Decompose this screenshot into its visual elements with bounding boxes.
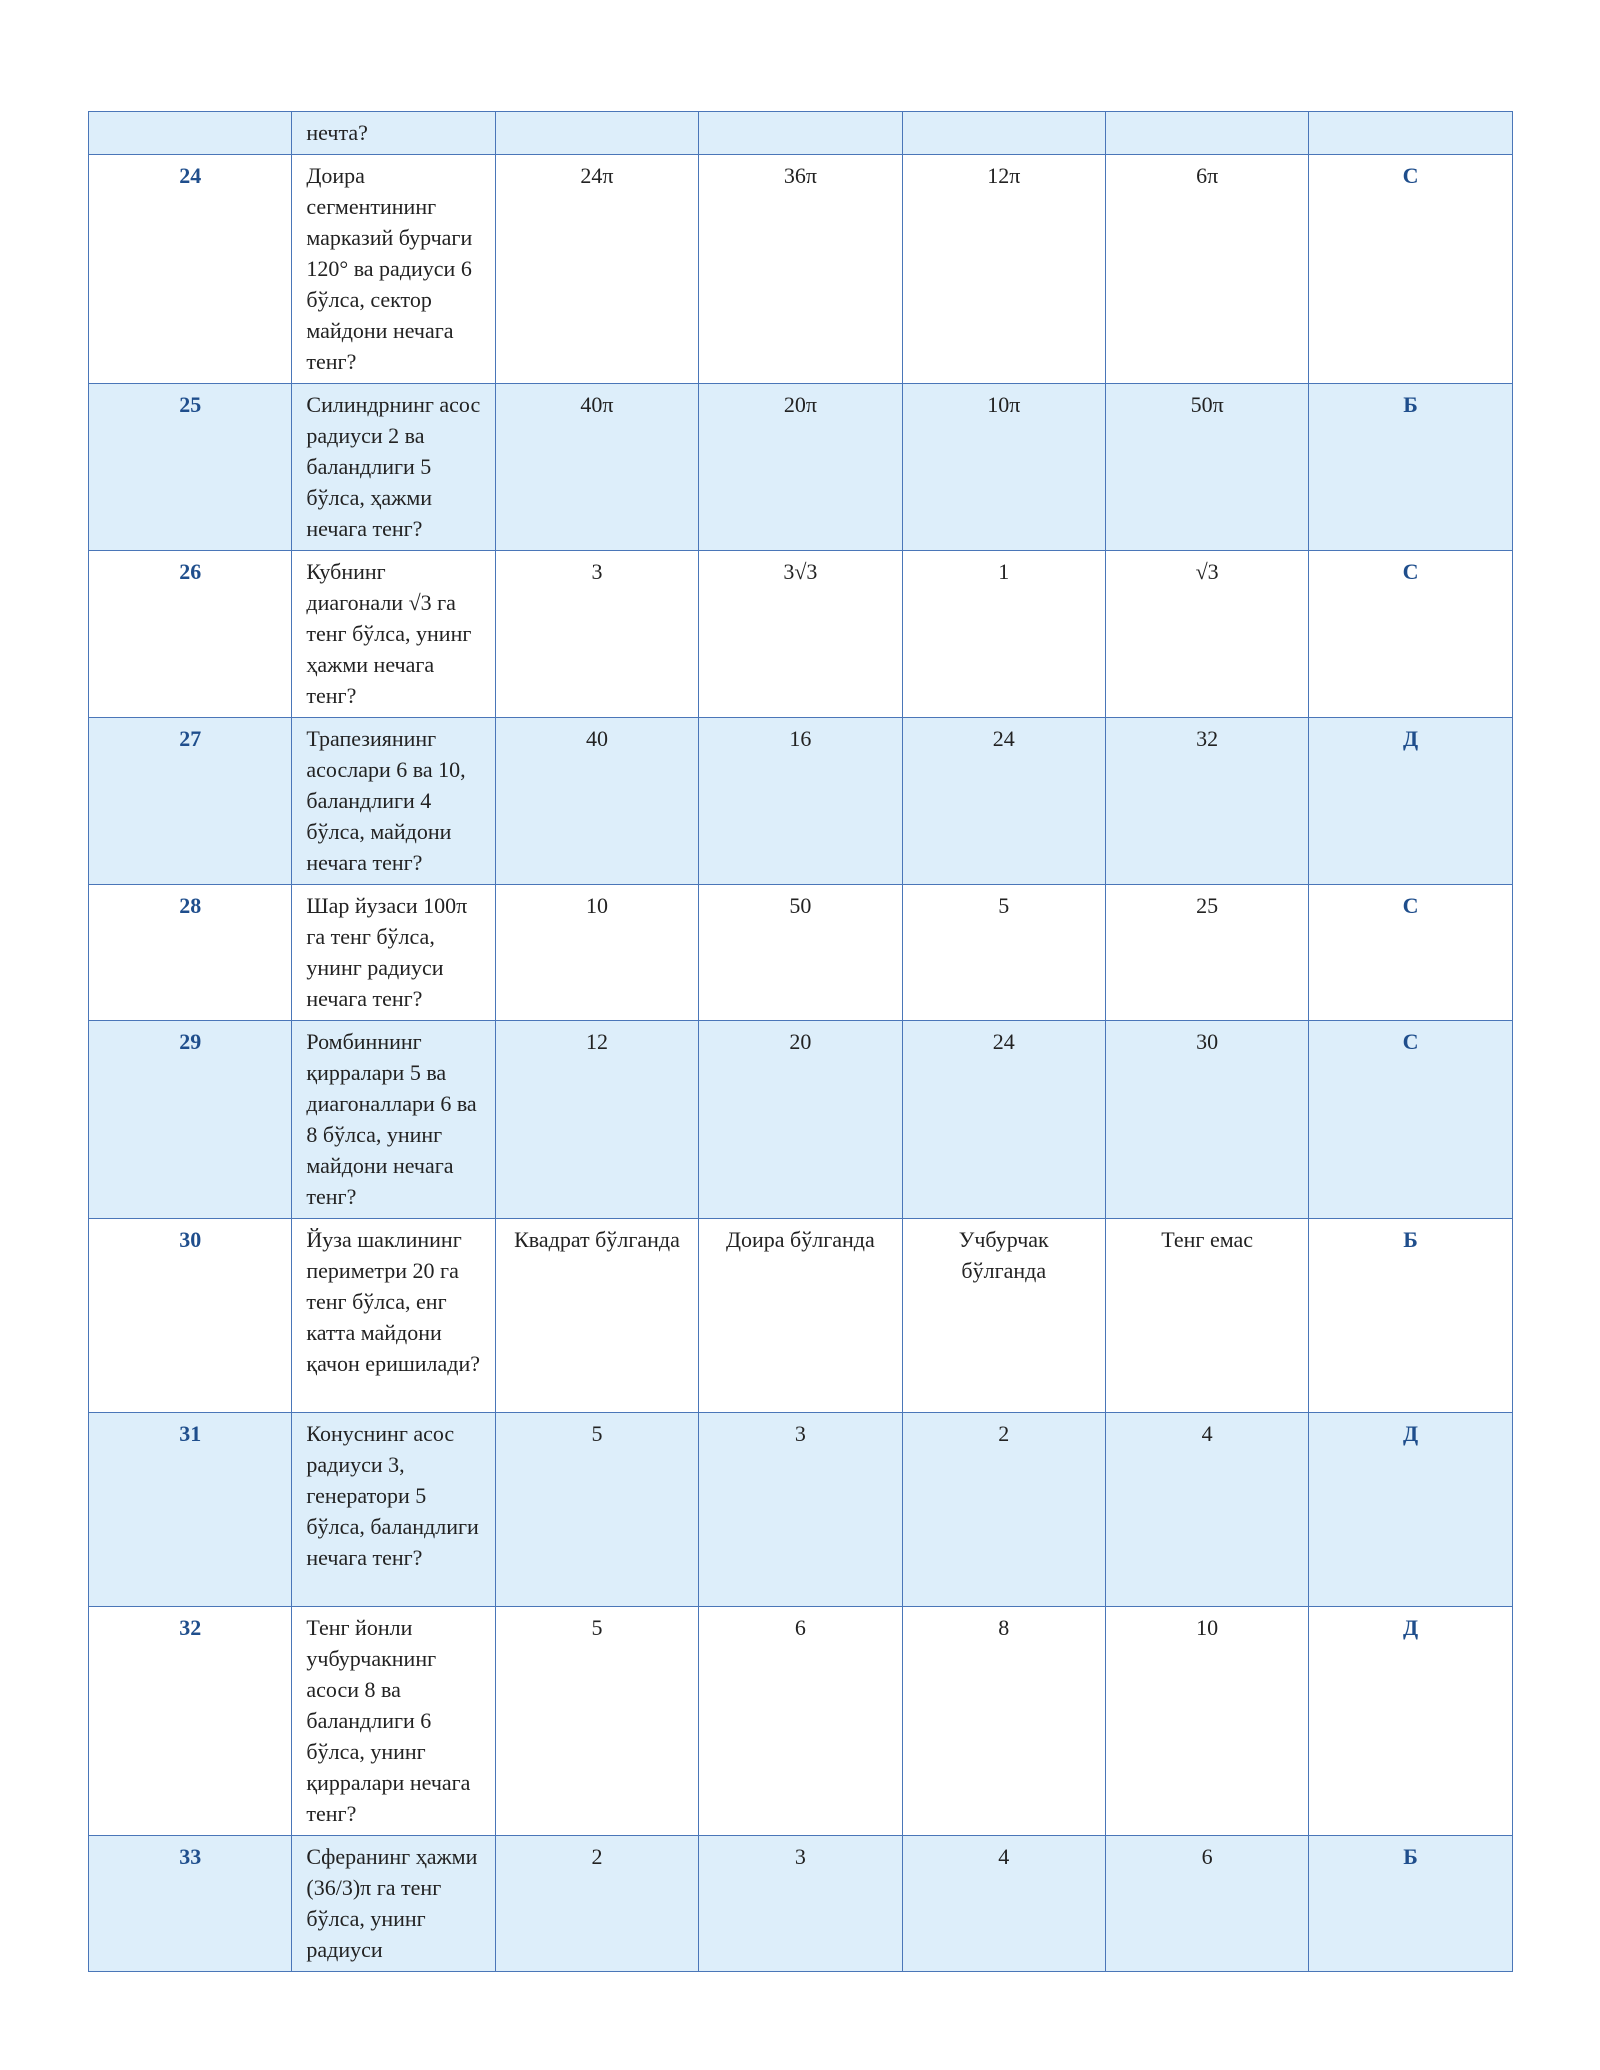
- quiz-table-body: [89, 112, 1513, 1972]
- option-b: 20: [699, 1021, 902, 1219]
- question-number: 26: [89, 551, 292, 718]
- question-text: Трапезиянинг асослари 6 ва 10, баландлиги 4 бўлса, майдони нечага тенг?: [292, 718, 495, 885]
- option-c: 10π: [902, 384, 1105, 551]
- question-number: 27: [89, 718, 292, 885]
- option-d: 32: [1105, 718, 1308, 885]
- option-a: 40π: [495, 384, 698, 551]
- table-row: [89, 112, 1513, 155]
- question-text: Йуза шаклининг периметри 20 га тенг бўлса, енг катта майдони қачон еришилади?: [292, 1219, 495, 1413]
- option-a: 24π: [495, 155, 698, 384]
- option-b: 20π: [699, 384, 902, 551]
- question-text: нечта?: [292, 112, 495, 155]
- option-b: [699, 112, 902, 155]
- option-a: 5: [495, 1607, 698, 1836]
- option-d: 50π: [1105, 384, 1308, 551]
- option-b: Доира бўлганда: [699, 1219, 902, 1413]
- question-number: [89, 112, 292, 155]
- table-row: [89, 1413, 1513, 1607]
- option-c: 24: [902, 718, 1105, 885]
- option-a: 5: [495, 1413, 698, 1607]
- option-d: 4: [1105, 1413, 1308, 1607]
- question-number: 29: [89, 1021, 292, 1219]
- question-number: 31: [89, 1413, 292, 1607]
- table-row: [89, 1021, 1513, 1219]
- question-text: Тенг йонли учбурчакнинг асоси 8 ва баландлиги 6 бўлса, унинг қирралари нечага тенг?: [292, 1607, 495, 1836]
- question-text: Ромбиннинг қирралари 5 ва диагоналлари 6 ва 8 бўлса, унинг майдони нечага тенг?: [292, 1021, 495, 1219]
- option-b: 3: [699, 1413, 902, 1607]
- question-number: 33: [89, 1836, 292, 1972]
- correct-answer: С: [1309, 155, 1512, 384]
- option-c: 1: [902, 551, 1105, 718]
- question-number: 25: [89, 384, 292, 551]
- option-b: 16: [699, 718, 902, 885]
- option-c: 12π: [902, 155, 1105, 384]
- correct-answer: Б: [1309, 1836, 1512, 1972]
- option-d: 25: [1105, 885, 1308, 1021]
- option-b: 6: [699, 1607, 902, 1836]
- option-a: 3: [495, 551, 698, 718]
- table-row: [89, 1219, 1513, 1413]
- option-c: 2: [902, 1413, 1105, 1607]
- option-b: 50: [699, 885, 902, 1021]
- option-b: 3√3: [699, 551, 902, 718]
- option-b: 3: [699, 1836, 902, 1972]
- question-number: 24: [89, 155, 292, 384]
- question-text: Силиндрнинг асос радиуси 2 ва баландлиги 5 бўлса, ҳажми нечага тенг?: [292, 384, 495, 551]
- option-d: [1105, 112, 1308, 155]
- quiz-table: [88, 111, 1513, 1972]
- option-d: 6: [1105, 1836, 1308, 1972]
- option-c: 8: [902, 1607, 1105, 1836]
- table-row: [89, 551, 1513, 718]
- option-b: 36π: [699, 155, 902, 384]
- table-row: [89, 1836, 1513, 1972]
- option-a: [495, 112, 698, 155]
- option-d: 10: [1105, 1607, 1308, 1836]
- option-a: 12: [495, 1021, 698, 1219]
- correct-answer: Д: [1309, 718, 1512, 885]
- table-row: [89, 1607, 1513, 1836]
- option-c: [902, 112, 1105, 155]
- question-number: 28: [89, 885, 292, 1021]
- question-text: Кубнинг диагонали √3 га тенг бўлса, унинг ҳажми нечага тенг?: [292, 551, 495, 718]
- correct-answer: Б: [1309, 384, 1512, 551]
- option-c: 5: [902, 885, 1105, 1021]
- correct-answer: С: [1309, 885, 1512, 1021]
- question-number: 32: [89, 1607, 292, 1836]
- option-c: 4: [902, 1836, 1105, 1972]
- correct-answer: Д: [1309, 1413, 1512, 1607]
- question-text: Доира сегментининг марказий бурчаги 120° ва радиуси 6 бўлса, сектор майдони нечага тенг?: [292, 155, 495, 384]
- option-c: 24: [902, 1021, 1105, 1219]
- question-number: 30: [89, 1219, 292, 1413]
- table-row: [89, 885, 1513, 1021]
- correct-answer: С: [1309, 551, 1512, 718]
- correct-answer: Д: [1309, 1607, 1512, 1836]
- question-text: Сферанинг ҳажми (36/3)π га тенг бўлса, унинг радиуси: [292, 1836, 495, 1972]
- option-a: Квадрат бўлганда: [495, 1219, 698, 1413]
- option-d: Тенг емас: [1105, 1219, 1308, 1413]
- option-d: √3: [1105, 551, 1308, 718]
- question-text: Шар йузаси 100π га тенг бўлса, унинг радиуси нечага тенг?: [292, 885, 495, 1021]
- correct-answer: Б: [1309, 1219, 1512, 1413]
- option-a: 2: [495, 1836, 698, 1972]
- option-d: 30: [1105, 1021, 1308, 1219]
- option-c: Учбурчак бўлганда: [902, 1219, 1105, 1413]
- option-d: 6π: [1105, 155, 1308, 384]
- option-a: 40: [495, 718, 698, 885]
- table-row: [89, 155, 1513, 384]
- correct-answer: С: [1309, 1021, 1512, 1219]
- question-text: Конуснинг асос радиуси 3, генератори 5 бўлса, баландлиги нечага тенг?: [292, 1413, 495, 1607]
- table-row: [89, 384, 1513, 551]
- option-a: 10: [495, 885, 698, 1021]
- table-row: [89, 718, 1513, 885]
- correct-answer: [1309, 112, 1512, 155]
